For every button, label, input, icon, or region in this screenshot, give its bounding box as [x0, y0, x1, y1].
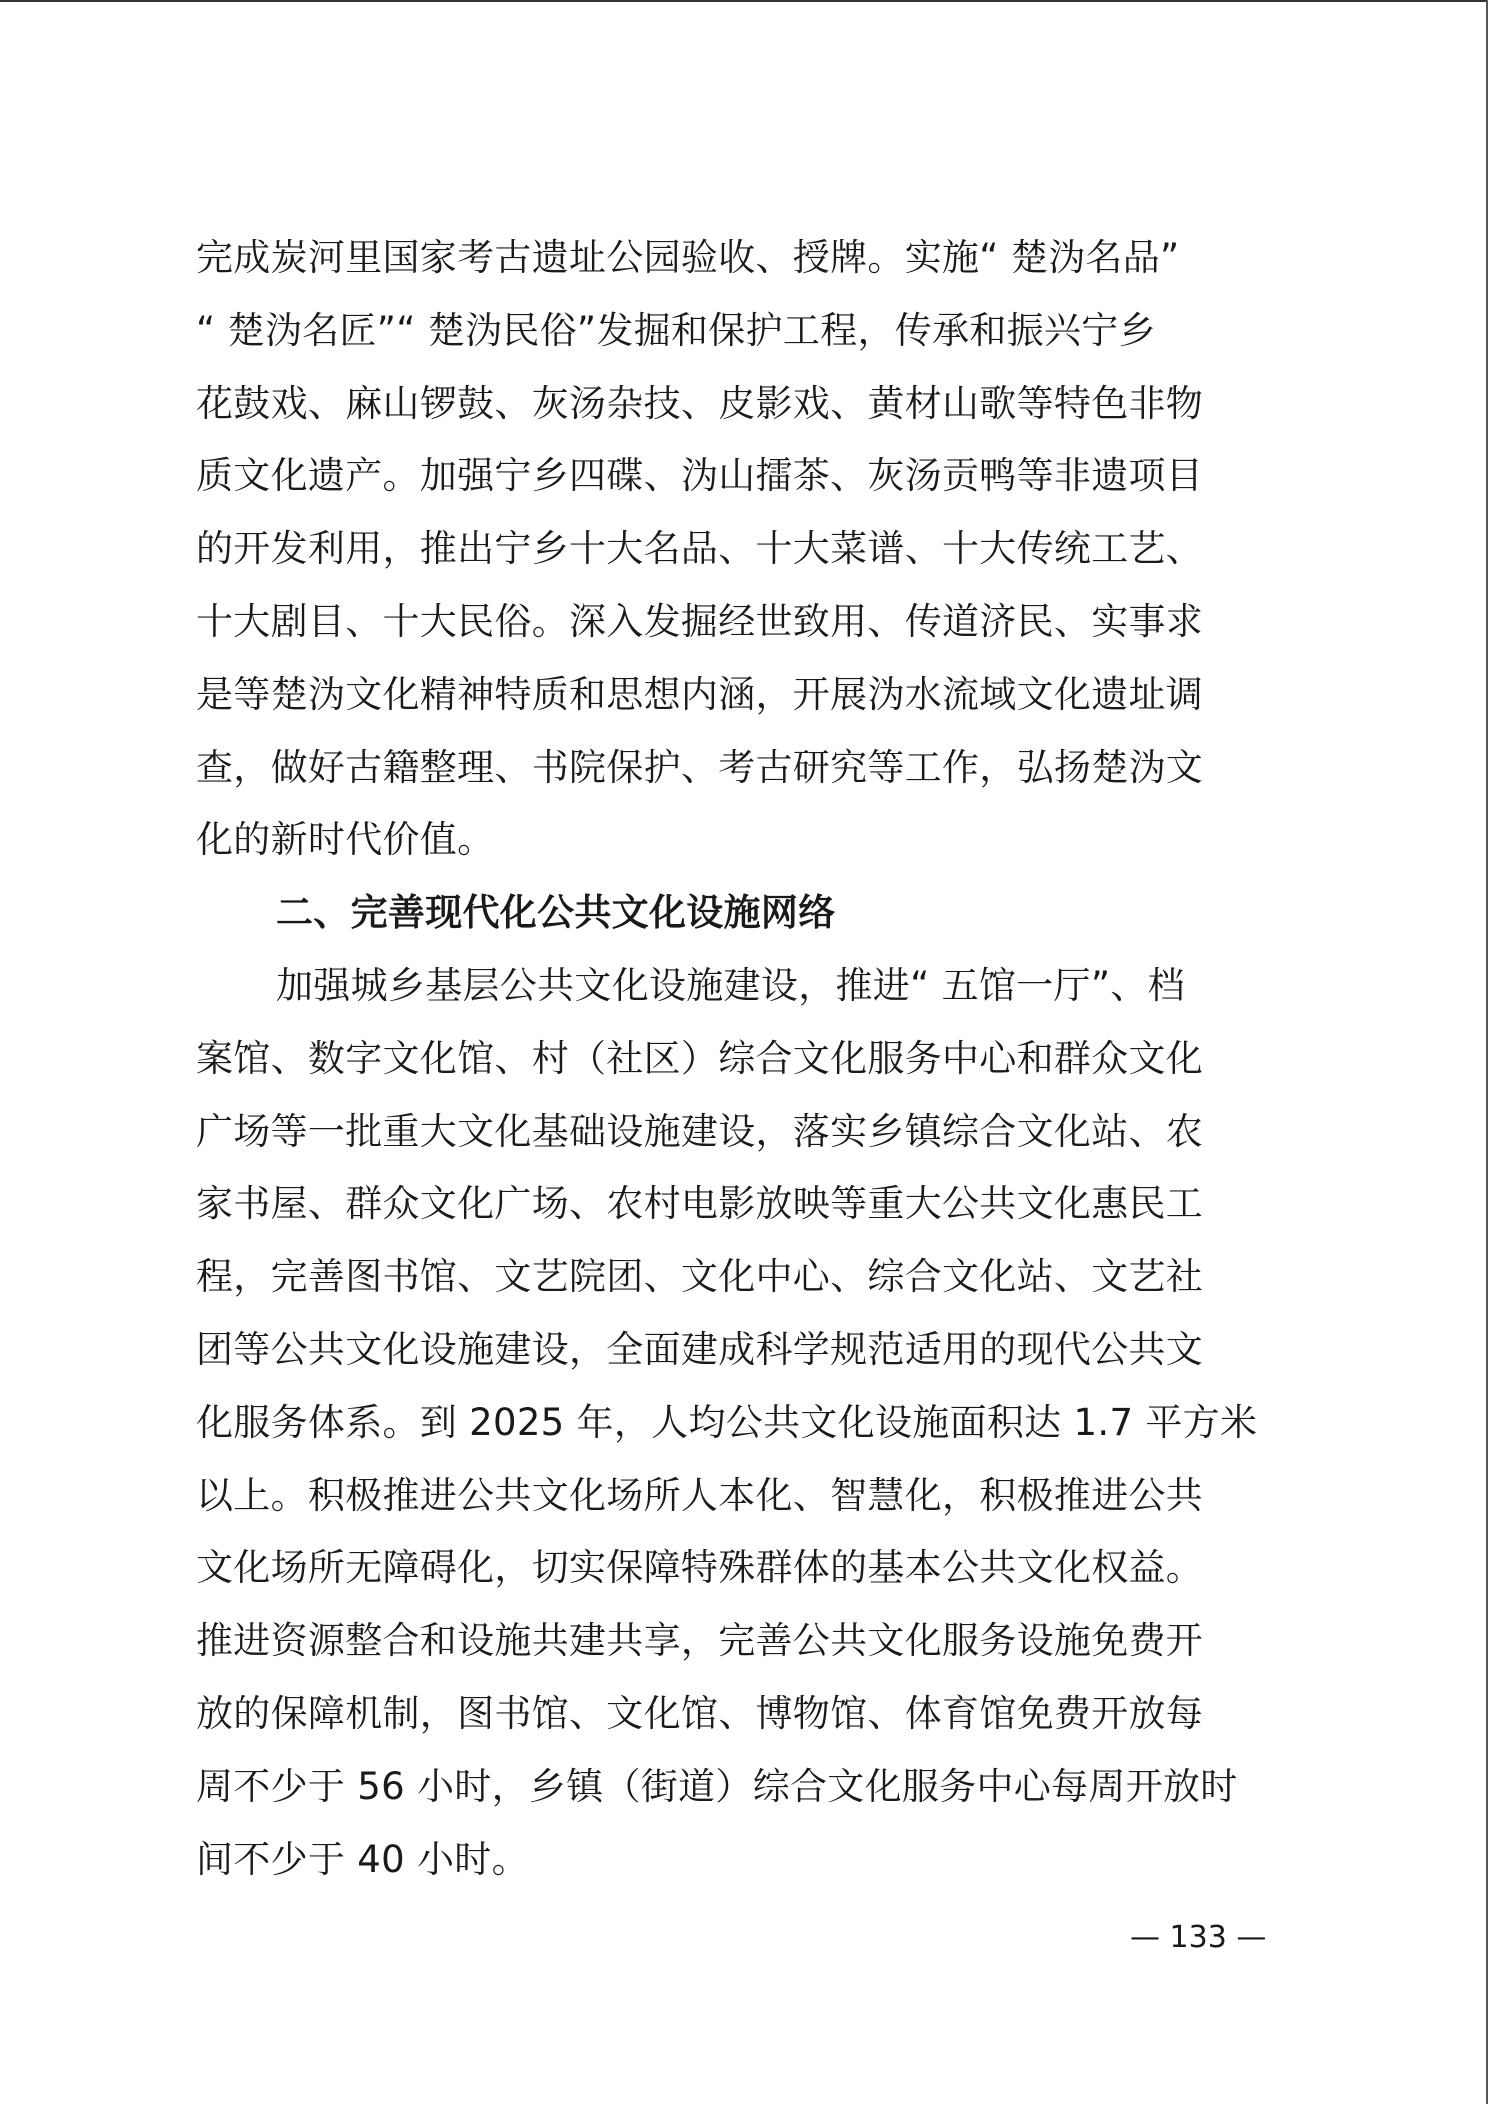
text-line: 化服务体系。到 2025 年，人均公共文化设施面积达 1.7 平方米 [196, 1400, 1258, 1444]
text-line: 间不少于 40 小时。 [196, 1837, 529, 1881]
text-line: 十大剧目、十大民俗。深入发掘经世致用、传道济民、实事求 [196, 599, 1204, 643]
text-line: 家书屋、群众文化广场、农村电影放映等重大公共文化惠民工 [196, 1182, 1204, 1226]
text-line: 放的保障机制，图书馆、文化馆、博物馆、体育馆免费开放每 [196, 1691, 1204, 1735]
text-line: 花鼓戏、麻山锣鼓、灰汤杂技、皮影戏、黄材山歌等特色非物 [196, 381, 1204, 425]
section-heading: 二、完善现代化公共文化设施网络 [276, 891, 836, 935]
text-line: 完成炭河里国家考古遗址公园验收、授牌。实施“ 楚沩名品” [196, 236, 1180, 279]
text-line: 查，做好古籍整理、书院保护、考古研究等工作，弘扬楚沩文 [196, 745, 1204, 789]
text-line: 推进资源整合和设施共建共享，完善公共文化服务设施免费开 [196, 1619, 1204, 1663]
text-line: 的开发利用，推出宁乡十大名品、十大菜谱、十大传统工艺、 [196, 527, 1204, 571]
paragraph-2 [196, 950, 1296, 1896]
text-line: 是等楚沩文化精神特质和思想内涵，开展沩水流域文化遗址调 [196, 672, 1204, 716]
text-line: 文化场所无障碍化，切实保障特殊群体的基本公共文化权益。 [196, 1546, 1204, 1590]
text-line: 质文化遗产。加强宁乡四碟、沩山擂茶、灰汤贡鸭等非遗项目 [196, 454, 1204, 498]
text-line: “ 楚沩名匠”“ 楚沩民俗”发掘和保护工程，传承和振兴宁乡 [196, 308, 1156, 352]
text-line: 化的新时代价值。 [196, 818, 495, 862]
text-line: 加强城乡基层公共文化设施建设，推进“ 五馆一厅”、档 [276, 963, 1185, 1007]
text-line: 案馆、数字文化馆、村（社区）综合文化服务中心和群众文化 [196, 1036, 1204, 1080]
top-border-line [0, 0, 1488, 2]
paragraph-1 [196, 222, 1296, 877]
text-line: 团等公共文化设施建设，全面建成科学规范适用的现代公共文 [196, 1327, 1204, 1371]
document-body [196, 222, 1296, 1896]
text-line: 广场等一批重大文化基础设施建设，落实乡镇综合文化站、农 [196, 1109, 1204, 1153]
text-line: 程，完善图书馆、文艺院团、文化中心、综合文化站、文艺社 [196, 1255, 1204, 1299]
page-number: — 133 — [1130, 1920, 1267, 1955]
text-line: 周不少于 56 小时，乡镇（街道）综合文化服务中心每周开放时 [196, 1764, 1238, 1808]
text-line: 以上。积极推进公共文化场所人本化、智慧化，积极推进公共 [196, 1473, 1204, 1517]
